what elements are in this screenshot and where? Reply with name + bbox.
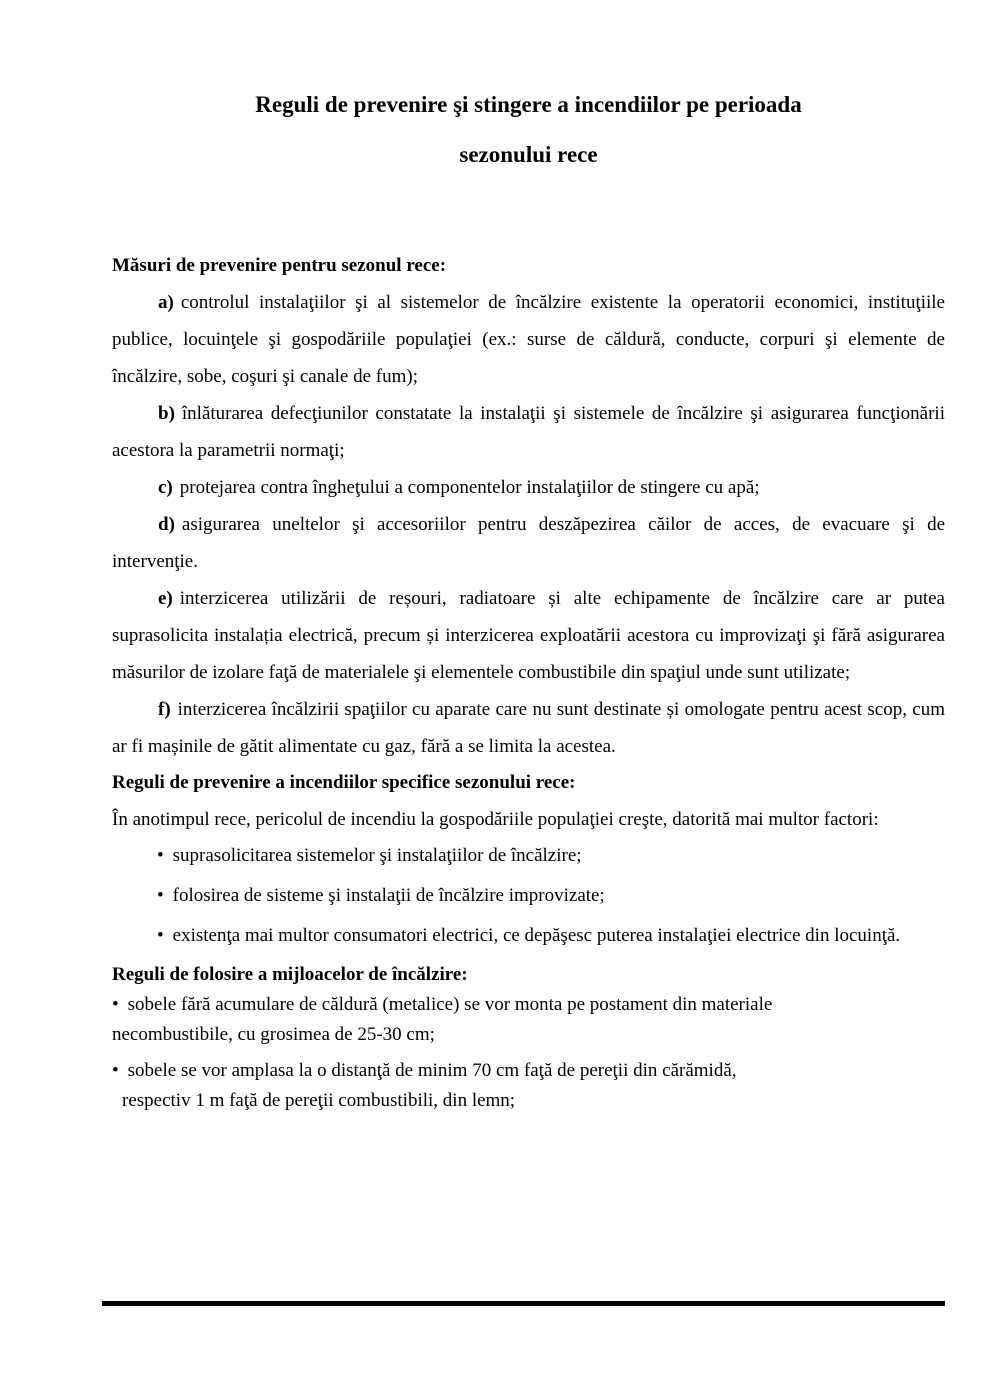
list-item — [112, 990, 945, 1050]
item-label: b) — [158, 403, 175, 424]
section-heading-measures: Măsuri de prevenire pentru sezonul rece: — [112, 255, 447, 276]
bullet-marker: • — [112, 1060, 119, 1081]
section-intro: În anotimpul rece, pericolul de incendiu la gospodăriile populaţiei creşte, datorită mai multor factori: — [112, 809, 879, 830]
paragraph-item-c — [112, 469, 945, 506]
bullet-list-usage — [112, 990, 945, 1116]
list-item-text: respectiv 1 m faţă de pereţii combustibili, din lemn; — [122, 1090, 516, 1111]
bullet-marker: • — [157, 925, 164, 946]
paragraph-item-d — [112, 506, 945, 580]
list-item-text: necombustibile, cu grosimea de 25-30 cm; — [112, 1024, 435, 1045]
page-title-line-2: sezonului rece — [459, 142, 598, 167]
bullet-marker: • — [157, 845, 164, 866]
list-item — [112, 880, 945, 911]
item-label: c) — [158, 477, 173, 498]
paragraph-item-f — [112, 691, 945, 765]
bullet-list-factors — [112, 840, 945, 951]
page-title — [112, 80, 945, 180]
paragraph-item-e — [112, 580, 945, 691]
item-text: interzicerea încălzirii spaţiilor cu aparate care nu sunt destinate și omologate pentru acest scop, cum ar fi mașinile de gătit alimentate cu gaz, fără a se limita la acestea. — [112, 699, 945, 757]
list-item — [112, 920, 945, 951]
bullet-marker: • — [112, 994, 119, 1015]
footer-rule — [102, 1301, 945, 1306]
list-item-text: suprasolicitarea sistemelor şi instalaţiilor de încălzire; — [172, 845, 582, 866]
bullet-marker: • — [157, 885, 164, 906]
list-item-text: existenţa mai multor consumatori electrici, ce depăşesc puterea instalaţiei electrice din locuinţă. — [172, 925, 901, 946]
item-text: controlul instalaţiilor şi al sistemelor de încălzire existente la operatorii economici, instituţiile publice, locuinţele şi gospodăriile populaţiei (ex.: surse de căldură, conducte, corpuri şi elemente de încălzire, sobe, coşuri şi canale de fum); — [112, 292, 945, 387]
item-label: d) — [158, 514, 175, 535]
item-text: asigurarea uneltelor şi accesoriilor pentru deszăpezirea căilor de acces, de evacuare şi de intervenţie. — [112, 514, 945, 572]
section-heading-specific: Reguli de prevenire a incendiilor specifice sezonului rece: — [112, 772, 576, 793]
item-label: f) — [158, 699, 171, 720]
item-text: înlăturarea defecţiunilor constatate la instalaţii şi sistemele de încălzire şi asigurarea funcţionării acestora la parametrii normaţi; — [112, 403, 945, 461]
list-item-text: sobele fără acumulare de căldură (metalice) se vor monta pe postament din materiale — [127, 994, 773, 1015]
paragraph-item-a — [112, 284, 945, 395]
list-item-text: folosirea de sisteme şi instalaţii de încălzire improvizate; — [172, 885, 605, 906]
list-item-text: sobele se vor amplasa la o distanţă de minim 70 cm faţă de pereţii din cărămidă, — [127, 1060, 737, 1081]
list-item — [112, 840, 945, 871]
item-text: protejarea contra îngheţului a componentelor instalaţiilor de stingere cu apă; — [179, 477, 760, 498]
page-title-line-1: Reguli de prevenire şi stingere a incendiilor pe perioada — [255, 92, 802, 117]
paragraph-item-b — [112, 395, 945, 469]
item-text: interzicerea utilizării de reșouri, radiatoare și alte echipamente de încălzire care ar putea suprasolicita instalația electrică, precum și interzicerea exploatării acestora cu improvizaţi şi fără asigurarea măsurilor de izolare faţă de materialele şi elementele combustibile din spaţiul unde sunt utilizate; — [112, 588, 945, 683]
item-label: e) — [158, 588, 173, 609]
item-label: a) — [158, 292, 174, 313]
list-item — [112, 1056, 945, 1116]
section-heading-usage: Reguli de folosire a mijloacelor de încălzire: — [112, 964, 468, 985]
